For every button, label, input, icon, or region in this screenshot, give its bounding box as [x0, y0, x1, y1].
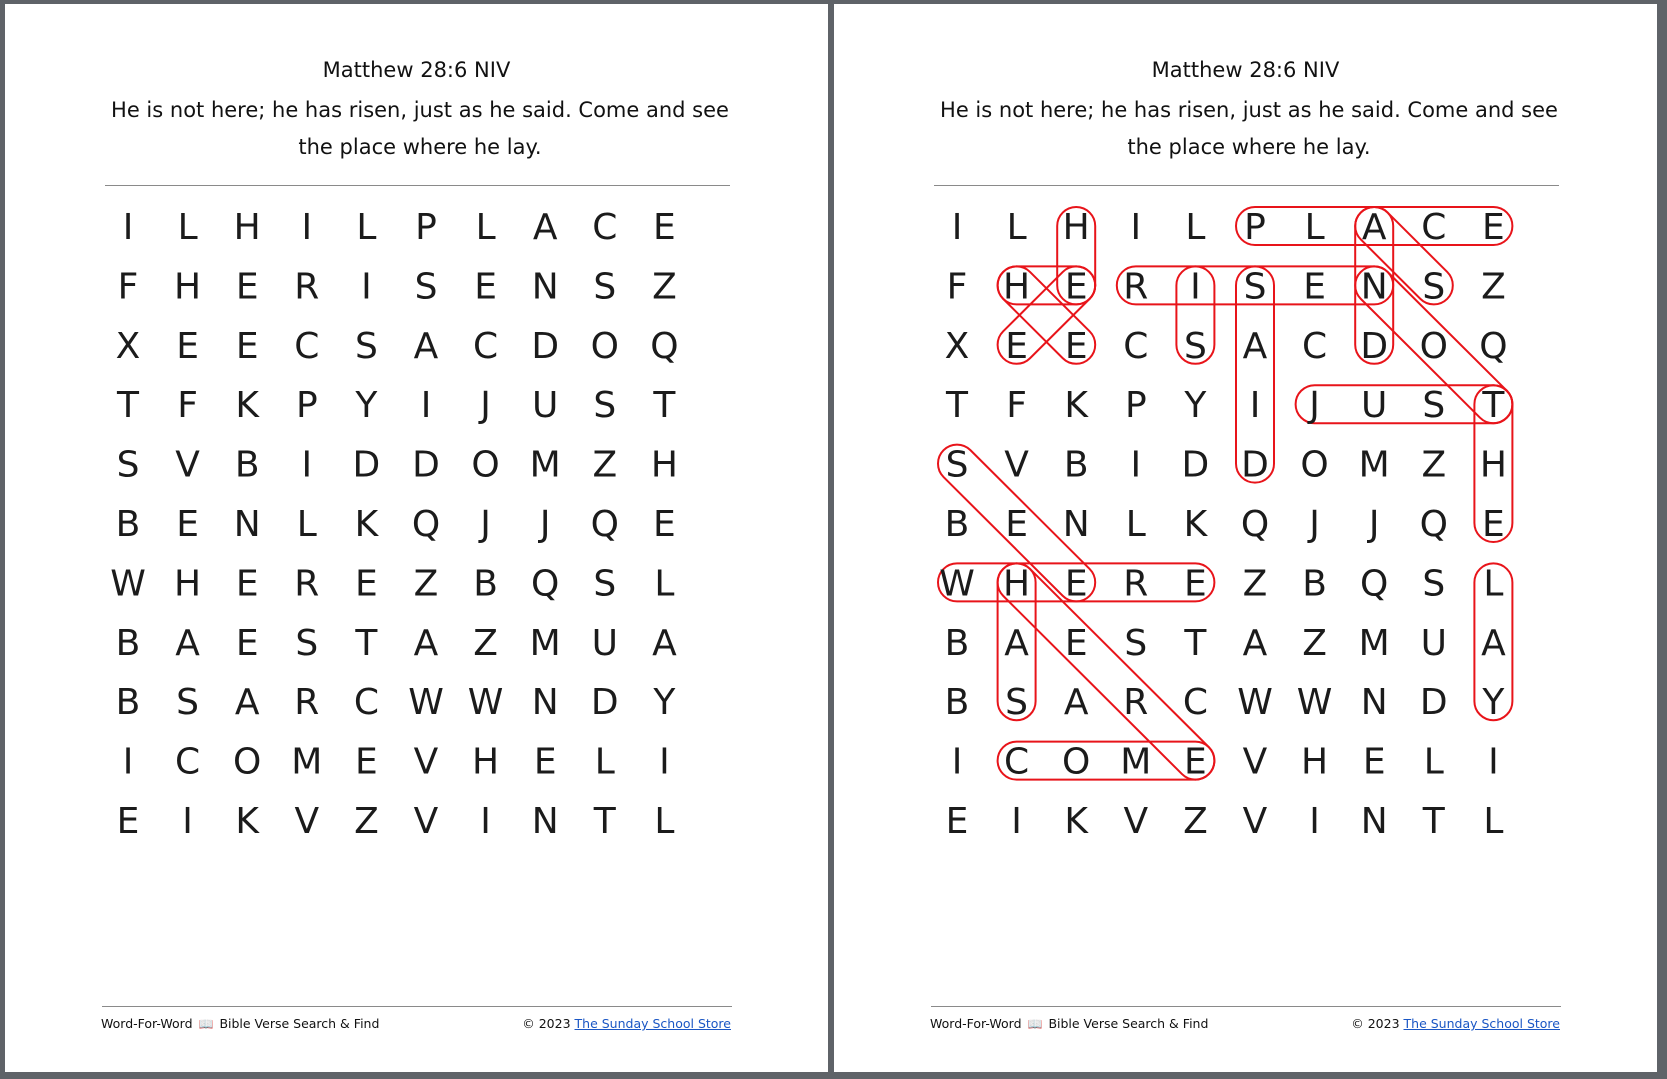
grid-letter: E — [1005, 504, 1028, 545]
footer-copyright — [1351, 1016, 1560, 1031]
grid-letter: A — [1242, 622, 1268, 664]
verse-reference: Matthew 28:6 NIV — [322, 58, 511, 82]
grid-letter: K — [354, 504, 379, 545]
grid-letter: L — [1006, 207, 1027, 248]
grid-letter: Y — [1482, 682, 1505, 724]
grid-letter: V — [1123, 801, 1149, 842]
grid-letter: J — [1309, 504, 1320, 545]
grid-letter: D — [412, 444, 440, 486]
grid-letter: F — [177, 385, 198, 427]
grid-letter: N — [1360, 682, 1388, 724]
grid-letter: V — [294, 801, 320, 842]
highlight-see — [930, 437, 1103, 610]
grid-letter: E — [533, 741, 557, 783]
grid-letter: E — [1482, 504, 1505, 545]
grid-letter: O — [1062, 741, 1091, 783]
grid-letter: Z — [1421, 444, 1447, 486]
highlight-is — [1176, 266, 1214, 363]
grid-letter: B — [944, 504, 970, 545]
grid-letter: H — [174, 266, 202, 308]
grid-letter: Q — [1240, 504, 1270, 545]
footer-copyright — [522, 1016, 731, 1031]
grid-letter: B — [1063, 444, 1089, 486]
grid-letter: E — [1184, 563, 1207, 605]
grid-letter: Q — [411, 504, 441, 545]
highlight-and — [1355, 207, 1393, 364]
grid-letter: W — [939, 563, 975, 605]
grid-letter: E — [1362, 741, 1386, 783]
grid-letter: O — [471, 444, 500, 486]
footer-subtitle-text: Bible Verse Search & Find — [1048, 1016, 1209, 1031]
grid-letter: N — [233, 504, 261, 545]
grid-letter: Z — [1242, 563, 1268, 605]
divider — [931, 1006, 1561, 1007]
grid-letter: I — [951, 207, 963, 248]
grid-letter: A — [1004, 622, 1029, 664]
divider — [934, 185, 1559, 186]
grid-letter: V — [1242, 741, 1268, 783]
highlight-the — [1474, 385, 1512, 542]
grid-letter: A — [1361, 207, 1387, 248]
grid-letter: S — [1422, 563, 1446, 605]
grid-letter: W — [1296, 682, 1333, 724]
grid-letter: T — [593, 801, 616, 842]
grid-letter: C — [592, 207, 618, 248]
grid-letter: S — [1243, 266, 1267, 308]
highlight-where — [938, 563, 1214, 601]
grid-letter: H — [1301, 741, 1329, 783]
grid-letter: I — [420, 385, 432, 427]
grid-letter: E — [355, 741, 378, 783]
grid-letter: M — [529, 622, 561, 664]
grid-letter: A — [1481, 622, 1506, 664]
highlight-just — [1296, 385, 1513, 423]
grid-letter: T — [1422, 801, 1445, 842]
puzzle-page — [5, 4, 828, 1072]
grid-letter: I — [1249, 385, 1261, 427]
grid-letter: I — [659, 741, 670, 783]
verse-text: He is not here; he has risen, just as he said. Come and see the place where he lay. — [111, 98, 729, 159]
grid-letter: K — [235, 801, 260, 842]
grid-letter: Q — [1419, 504, 1448, 545]
grid-letter: A — [1063, 682, 1089, 724]
grid-letter: S — [414, 266, 438, 308]
grid-letter: B — [473, 563, 498, 605]
grid-letter: I — [1011, 801, 1022, 842]
grid-letter: A — [175, 622, 200, 664]
grid-letter: R — [1123, 563, 1149, 605]
grid-letter: I — [951, 741, 963, 783]
grid-letter: B — [115, 504, 141, 545]
grid-letter: B — [234, 444, 260, 486]
grid-letter: X — [115, 325, 141, 367]
grid-letter: H — [1003, 563, 1031, 605]
grid-letter: K — [1183, 504, 1208, 545]
grid-letter: T — [355, 622, 378, 664]
grid-letter: P — [295, 385, 318, 427]
grid-letter: C — [353, 682, 379, 724]
grid-letter: E — [1064, 622, 1088, 664]
grid-letter: A — [652, 622, 677, 664]
grid-letter: Z — [473, 622, 498, 664]
grid-letter: H — [472, 741, 500, 783]
grid-letter: S — [295, 622, 319, 664]
grid-letter: V — [413, 801, 439, 842]
footer-title-text: Word-For-Word — [930, 1016, 1022, 1031]
grid-letter: L — [177, 207, 198, 248]
grid-letter: C — [175, 741, 201, 783]
grid-letter: D — [1241, 444, 1269, 486]
grid-letter: D — [1360, 325, 1389, 367]
grid-letter: P — [1124, 385, 1147, 427]
grid-letter: J — [480, 504, 491, 545]
grid-letter: Q — [531, 563, 560, 605]
grid-letter: K — [235, 385, 260, 427]
grid-letter: I — [122, 207, 134, 248]
highlight-here — [990, 556, 1223, 788]
solution-highlights — [930, 199, 1520, 787]
grid-letter: O — [590, 325, 619, 367]
grid-letter: C — [473, 325, 499, 367]
footer-title-text: Word-For-Word — [101, 1016, 193, 1031]
grid-letter: L — [1423, 741, 1444, 783]
grid-letter: A — [1242, 325, 1268, 367]
grid-letter: I — [361, 266, 372, 308]
highlight-lay — [1474, 563, 1512, 720]
grid-letter: Z — [1302, 622, 1327, 664]
grid-letter: K — [1064, 385, 1089, 427]
verse-text: He is not here; he has risen, just as he said. Come and see the place where he lay. — [940, 98, 1558, 159]
grid-letter: O — [233, 741, 262, 783]
grid-letter: S — [116, 444, 140, 486]
grid-letter: I — [301, 207, 313, 248]
grid-letter: Q — [650, 325, 679, 367]
grid-letter: C — [1123, 325, 1149, 367]
grid-letter: Y — [653, 682, 676, 724]
grid-letter: S — [593, 266, 617, 308]
grid-letter: V — [1004, 444, 1029, 486]
grid-letter: X — [944, 325, 970, 367]
grid-letter: C — [1302, 325, 1328, 367]
grid-letter: L — [1483, 801, 1504, 842]
grid-letter: S — [593, 385, 617, 427]
highlight-he — [990, 259, 1103, 372]
grid-letter: L — [296, 504, 317, 545]
highlight-he — [990, 259, 1103, 372]
grid-letter: E — [235, 266, 259, 308]
grid-letter: M — [1358, 444, 1390, 486]
grid-letter: L — [475, 207, 496, 248]
grid-letter: H — [1479, 444, 1507, 486]
grid-letter: N — [1360, 801, 1388, 842]
grid-letter: E — [176, 504, 199, 545]
highlight-he — [1057, 207, 1095, 304]
grid-letter: Z — [592, 444, 618, 486]
highlight-risen — [1117, 266, 1393, 304]
grid-letter: Q — [590, 504, 619, 545]
book-icon: 📖 — [198, 1017, 214, 1031]
grid-letter: C — [1182, 682, 1208, 724]
store-link[interactable]: The Sunday School Store — [1403, 1016, 1560, 1031]
grid-letter: P — [415, 207, 437, 248]
grid-letter: S — [1005, 682, 1029, 724]
grid-letter: R — [1123, 266, 1149, 308]
grid-letter: I — [1488, 741, 1499, 783]
highlight-as — [1347, 199, 1460, 312]
grid-letter: R — [294, 563, 320, 605]
grid-letter: L — [654, 563, 675, 605]
grid-letter: E — [653, 207, 676, 248]
grid-letter: N — [531, 682, 559, 724]
divider — [105, 185, 730, 186]
grid-letter: N — [1360, 266, 1388, 308]
grid-letter: J — [1309, 385, 1320, 427]
highlight-not — [1347, 259, 1520, 432]
grid-letter: M — [1120, 741, 1152, 783]
grid-letter: H — [1003, 266, 1031, 308]
grid-letter: F — [946, 266, 968, 308]
grid-letter: O — [1300, 444, 1329, 486]
solution-page — [834, 4, 1657, 1072]
grid-letter: S — [1183, 325, 1207, 367]
grid-letter: D — [1181, 444, 1210, 486]
grid-letter: I — [480, 801, 491, 842]
grid-letter: E — [653, 504, 676, 545]
grid-letter: E — [1064, 266, 1088, 308]
grid-letter: P — [1244, 207, 1266, 248]
grid-letter: Z — [1183, 801, 1208, 842]
grid-letter: L — [1483, 563, 1504, 605]
grid-letter: A — [413, 622, 439, 664]
grid-letter: V — [175, 444, 200, 486]
grid-letter: W — [467, 682, 504, 724]
grid-letter: I — [1190, 266, 1201, 308]
grid-letter: W — [408, 682, 444, 724]
grid-letter: B — [944, 622, 970, 664]
grid-letter: Q — [1479, 325, 1508, 367]
grid-letter: E — [945, 801, 969, 842]
grid-letter: S — [593, 563, 617, 605]
grid-letter: R — [1123, 682, 1149, 724]
grid-letter: H — [233, 207, 261, 248]
grid-letter: T — [653, 385, 676, 427]
grid-letter: B — [115, 682, 141, 724]
grid-letter: O — [1419, 325, 1448, 367]
grid-letter: Z — [354, 801, 379, 842]
grid-letter: B — [115, 622, 141, 664]
grid-letter: J — [1368, 504, 1380, 545]
grid-letter: E — [1005, 325, 1028, 367]
grid-letter: B — [1302, 563, 1327, 605]
grid-letter: M — [529, 444, 561, 486]
grid-letter: I — [301, 444, 313, 486]
grid-letter: D — [590, 682, 619, 724]
grid-letter: Y — [355, 385, 378, 427]
grid-letter: E — [1482, 207, 1505, 248]
grid-letter: E — [1064, 325, 1088, 367]
grid-letter: L — [1304, 207, 1325, 248]
grid-letter: D — [1419, 682, 1448, 724]
grid-letter: H — [1062, 207, 1090, 248]
grid-letter: D — [531, 325, 560, 367]
grid-letter: C — [294, 325, 320, 367]
grid-letter: L — [1185, 207, 1206, 248]
grid-letter: E — [474, 266, 497, 308]
grid-letter: S — [945, 444, 969, 486]
store-link[interactable]: The Sunday School Store — [574, 1016, 731, 1031]
highlight-he — [998, 266, 1096, 304]
grid-letter: N — [531, 801, 559, 842]
grid-letter: L — [1125, 504, 1146, 545]
grid-letter: T — [117, 385, 139, 427]
grid-letter: S — [176, 682, 200, 724]
grid-letter: L — [356, 207, 377, 248]
highlight-come — [998, 742, 1215, 780]
grid-letter: F — [117, 266, 139, 308]
grid-letter: H — [174, 563, 202, 605]
grid-letter: E — [235, 563, 259, 605]
grid-letter: N — [1062, 504, 1090, 545]
highlight-place — [1236, 207, 1512, 245]
grid-letter: E — [235, 622, 259, 664]
grid-letter: E — [235, 325, 259, 367]
grid-letter: W — [110, 563, 146, 605]
grid-letter: A — [234, 682, 260, 724]
grid-letter: Q — [1360, 563, 1389, 605]
grid-letter: Z — [413, 563, 439, 605]
grid-letter: C — [1421, 207, 1447, 248]
grid-letter: C — [1004, 741, 1030, 783]
grid-letter: R — [294, 266, 320, 308]
copyright-text: © 2023 — [1351, 1016, 1400, 1031]
footer-subtitle-text: Bible Verse Search & Find — [219, 1016, 380, 1031]
grid-letter: I — [1130, 207, 1142, 248]
grid-letter: Y — [1184, 385, 1207, 427]
grid-letter: Z — [652, 266, 677, 308]
grid-letter: V — [413, 741, 439, 783]
grid-letter: K — [1064, 801, 1089, 842]
grid-letter: E — [1184, 741, 1207, 783]
grid-letter: J — [539, 504, 551, 545]
grid-letter: S — [1422, 385, 1446, 427]
grid-letter: N — [531, 266, 559, 308]
grid-letter: B — [944, 682, 970, 724]
grid-letter: U — [1420, 622, 1447, 664]
grid-letter: I — [182, 801, 193, 842]
grid-letter: M — [1358, 622, 1390, 664]
grid-letter: D — [352, 444, 381, 486]
grid-letter: I — [1130, 444, 1142, 486]
grid-letter: L — [594, 741, 615, 783]
grid-letter: I — [1309, 801, 1320, 842]
grid-letter: S — [1422, 266, 1446, 308]
highlight-said — [1236, 266, 1274, 482]
grid-letter: T — [1184, 622, 1207, 664]
grid-letter: E — [1064, 563, 1088, 605]
footer-title — [930, 1016, 1208, 1031]
grid-letter: S — [354, 325, 378, 367]
grid-letter: E — [1303, 266, 1326, 308]
grid-letter: I — [122, 741, 134, 783]
book-icon: 📖 — [1027, 1017, 1043, 1031]
grid-letter: U — [532, 385, 559, 427]
grid-letter: U — [1361, 385, 1388, 427]
grid-letter: A — [532, 207, 558, 248]
grid-letter: Z — [1481, 266, 1506, 308]
copyright-text: © 2023 — [522, 1016, 571, 1031]
divider — [102, 1006, 732, 1007]
grid-letter: F — [1006, 385, 1027, 427]
grid-letter: W — [1237, 682, 1273, 724]
grid-letter: R — [294, 682, 320, 724]
grid-letter: A — [413, 325, 439, 367]
footer-title — [101, 1016, 379, 1031]
grid-letter: J — [480, 385, 491, 427]
grid-letter: M — [291, 741, 323, 783]
grid-letter: L — [654, 801, 675, 842]
grid-letter: T — [1482, 385, 1505, 427]
grid-letter: U — [591, 622, 618, 664]
grid-letter: E — [116, 801, 140, 842]
grid-letter: T — [946, 385, 968, 427]
grid-letter: E — [355, 563, 378, 605]
grid-letter: E — [176, 325, 199, 367]
verse-reference: Matthew 28:6 NIV — [1151, 58, 1340, 82]
grid-letter: S — [1124, 622, 1148, 664]
grid-letter: H — [650, 444, 678, 486]
highlight-has — [998, 563, 1036, 720]
grid-letter: V — [1242, 801, 1268, 842]
